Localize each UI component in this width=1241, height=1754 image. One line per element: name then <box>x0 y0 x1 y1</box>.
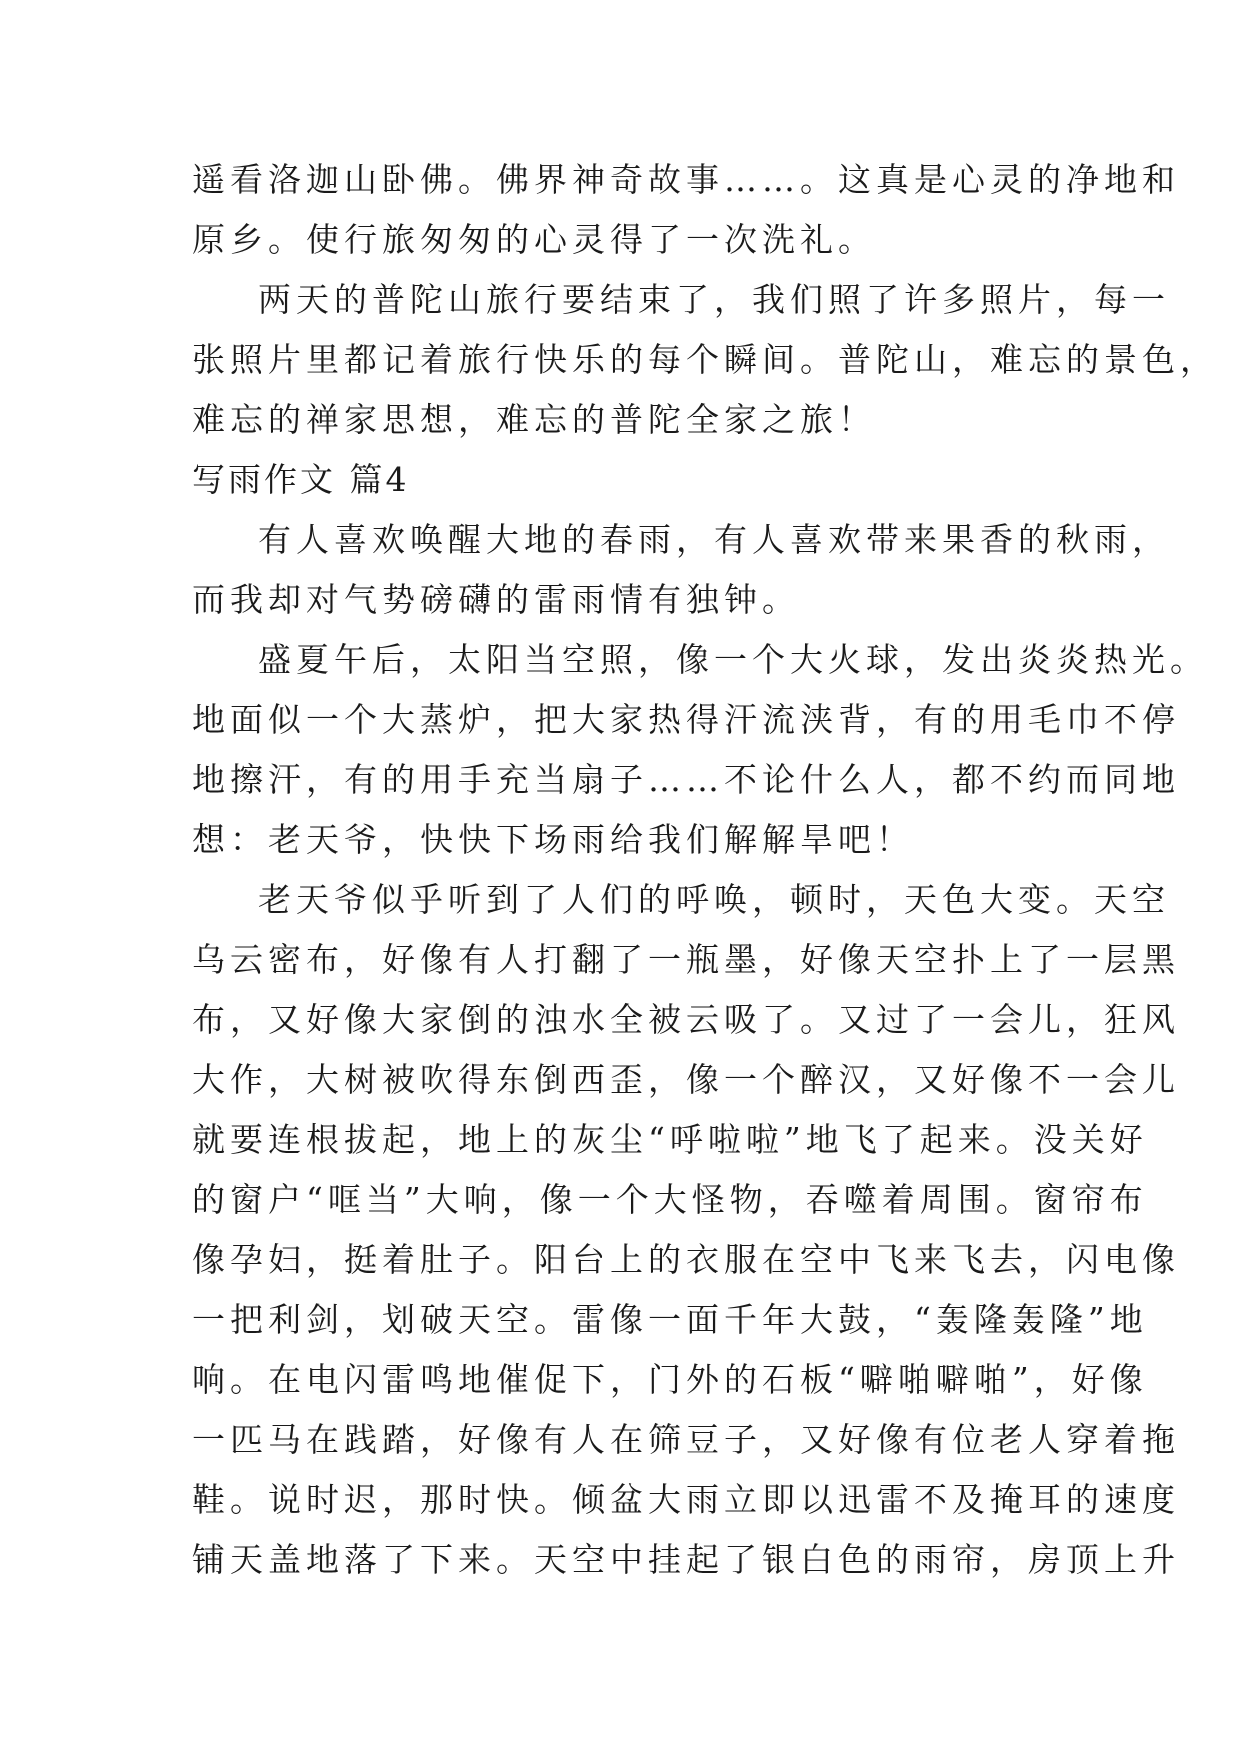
text-line: 乌云密布，好像有人打翻了一瓶墨，好像天空扑上了一层黑 <box>192 940 1180 979</box>
text-line: 铺天盖地落了下来。天空中挂起了银白色的雨帘，房顶上升 <box>192 1540 1180 1579</box>
text-line: 布，又好像大家倒的浊水全被云吸了。又过了一会儿，狂风 <box>192 1000 1180 1039</box>
text-line: 而我却对气势磅礴的雷雨情有独钟。 <box>192 580 800 619</box>
text-line: 地面似一个大蒸炉，把大家热得汗流浃背，有的用毛巾不停 <box>192 700 1180 739</box>
text-line: 难忘的禅家思想，难忘的普陀全家之旅！ <box>192 400 876 439</box>
text-line: 响。在电闪雷鸣地催促下，门外的石板“噼啪噼啪”，好像 <box>192 1360 1148 1399</box>
text-line: 的窗户“哐当”大响，像一个大怪物，吞噬着周围。窗帘布 <box>192 1180 1148 1219</box>
text-line: 鞋。说时迟，那时快。倾盆大雨立即以迅雷不及掩耳的速度 <box>192 1480 1180 1519</box>
text-line: 地擦汗，有的用手充当扇子……不论什么人，都不约而同地 <box>192 760 1180 799</box>
paragraph-first-line: 两天的普陀山旅行要结束了，我们照了许多照片，每一 <box>258 280 1170 319</box>
text-line: 一把利剑，划破天空。雷像一面千年大鼓，“轰隆轰隆”地 <box>192 1300 1148 1339</box>
paragraph-first-line: 有人喜欢唤醒大地的春雨，有人喜欢带来果香的秋雨， <box>258 520 1170 559</box>
text-line: 原乡。使行旅匆匆的心灵得了一次洗礼。 <box>192 220 876 259</box>
text-line: 想：老天爷，快快下场雨给我们解解旱吧！ <box>192 820 914 859</box>
text-line: 就要连根拔起，地上的灰尘“呼啦啦”地飞了起来。没关好 <box>192 1120 1148 1159</box>
text-line: 像孕妇，挺着肚子。阳台上的衣服在空中飞来飞去，闪电像 <box>192 1240 1180 1279</box>
text-line: 大作，大树被吹得东倒西歪，像一个醉汉，又好像不一会儿 <box>192 1060 1180 1099</box>
text-line: 一匹马在践踏，好像有人在筛豆子，又好像有位老人穿着拖 <box>192 1420 1180 1459</box>
text-line: 张照片里都记着旅行快乐的每个瞬间。普陀山，难忘的景色， <box>192 340 1218 379</box>
paragraph-first-line: 老天爷似乎听到了人们的呼唤，顿时，天色大变。天空 <box>258 880 1170 919</box>
text-line: 遥看洛迦山卧佛。佛界神奇故事……。这真是心灵的净地和 <box>192 160 1180 199</box>
document-body <box>192 150 1218 1590</box>
section-heading: 写雨作文 篇4 <box>192 460 410 499</box>
paragraph-first-line: 盛夏午后，太阳当空照，像一个大火球，发出炎炎热光。 <box>258 640 1208 679</box>
